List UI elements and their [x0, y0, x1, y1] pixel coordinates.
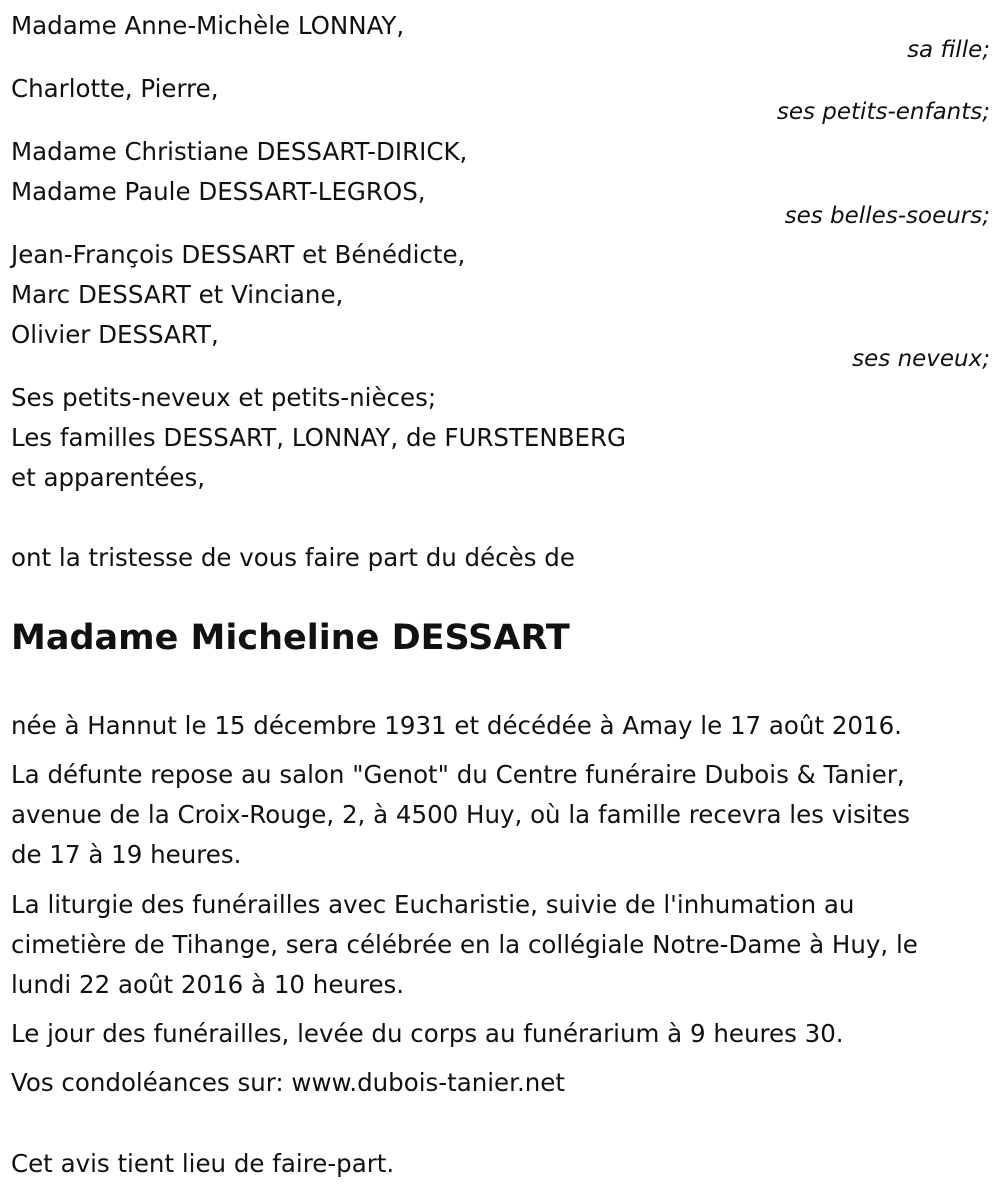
sister-in-law-name-1: Madame Christiane DESSART-DIRICK,	[11, 137, 468, 166]
repose-line-1: La défunte repose au salon "Genot" du Centre funéraire Dubois & Tanier,	[11, 760, 905, 789]
daughter-name: Madame Anne-Michèle LONNAY,	[11, 11, 405, 40]
repose-line-3: de 17 à 19 heures.	[11, 840, 242, 869]
announcement-text: ont la tristesse de vous faire part du décès de	[11, 543, 575, 572]
closing-line: Cet avis tient lieu de faire-part.	[11, 1149, 395, 1178]
others-line-1: Ses petits-neveux et petits-nièces;	[11, 383, 437, 412]
relation-daughter: sa fille;	[907, 37, 990, 63]
others-line-3: et apparentées,	[11, 463, 206, 492]
condolences-line: Vos condoléances sur: www.dubois-tanier.net	[11, 1068, 565, 1097]
relation-grandchildren: ses petits-enfants;	[776, 99, 990, 125]
birth-death-line: née à Hannut le 15 décembre 1931 et décédée à Amay le 17 août 2016.	[11, 711, 902, 740]
liturgy-line-3: lundi 22 août 2016 à 10 heures.	[11, 970, 405, 999]
deceased-name: Madame Micheline DESSART	[11, 618, 570, 658]
relation-sisters-in-law: ses belles-soeurs;	[784, 203, 990, 229]
liturgy-line-2: cimetière de Tihange, sera célébrée en la collégiale Notre-Dame à Huy, le	[11, 930, 918, 959]
levee-line: Le jour des funérailles, levée du corps au funérarium à 9 heures 30.	[11, 1019, 844, 1048]
others-line-2: Les familles DESSART, LONNAY, de FURSTENBERG	[11, 423, 627, 452]
liturgy-line-1: La liturgie des funérailles avec Eucharistie, suivie de l'inhumation au	[11, 890, 855, 919]
nephew-name-2: Marc DESSART et Vinciane,	[11, 280, 344, 309]
repose-line-2: avenue de la Croix-Rouge, 2, à 4500 Huy, où la famille recevra les visites	[11, 800, 911, 829]
nephew-name-1: Jean-François DESSART et Bénédicte,	[11, 240, 466, 269]
relation-nephews: ses neveux;	[852, 346, 990, 372]
grandchildren-names: Charlotte, Pierre,	[11, 74, 219, 103]
sister-in-law-name-2: Madame Paule DESSART-LEGROS,	[11, 177, 426, 206]
nephew-name-3: Olivier DESSART,	[11, 320, 219, 349]
